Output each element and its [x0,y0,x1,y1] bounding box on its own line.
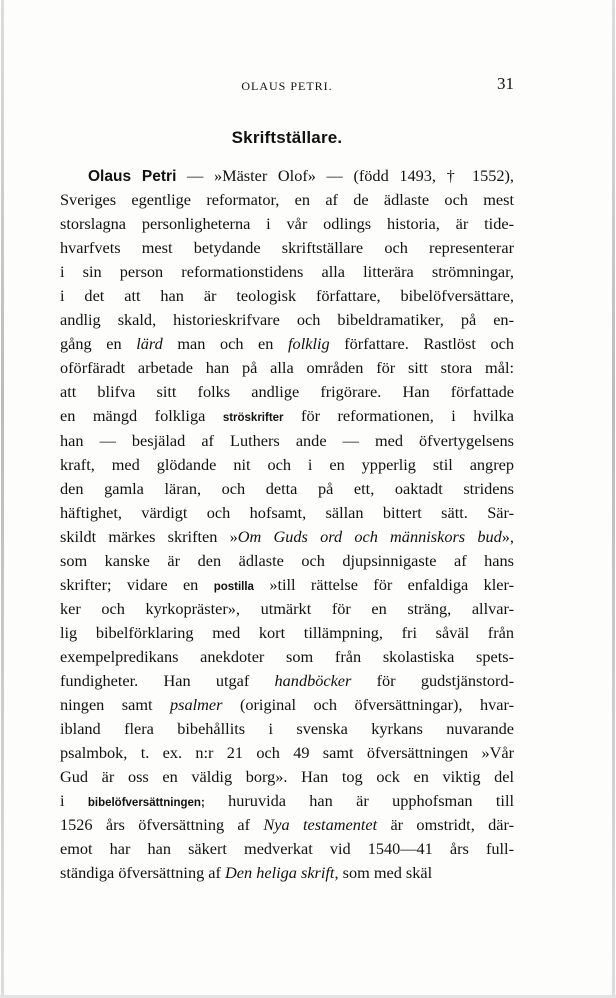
text-line [60,645,514,669]
text-run: gång en [60,334,137,354]
emphasized-text: Nya testamentet [263,815,378,835]
text-run: »till rättelse för enfaldiga kler- [253,574,514,594]
text-line [60,308,514,332]
page-edge-left [1,0,4,998]
emphasized-text: folklig [288,334,330,354]
running-header [60,74,514,96]
running-title: OLAUS PETRI. [241,79,333,93]
text-line [60,573,514,597]
text-run: skildt märkes skriften » [60,526,238,546]
emphasized-text: psalmer [170,695,223,715]
text-line [60,380,514,404]
text-run: författare. Rastlöst och [329,334,515,354]
emphasized-text: Den heliga skrift [225,863,335,883]
text-line [60,453,514,477]
text-line [60,501,514,525]
text-line [60,741,514,765]
text-line [60,765,514,789]
text-run: ker och kyrkopräster», utmärkt för en sträng, allvar- [60,598,514,618]
text-run: Gud är oss en väldig borg». Han tog ock en viktig del [60,767,514,787]
text-run: en mängd folkliga [60,406,223,426]
text-run: exempelpredikans anekdoter som från skolastiska spets- [60,646,514,666]
text-run: skrifter; vidare en [60,574,214,594]
text-line [60,789,514,813]
text-line [60,813,514,837]
body-text [60,164,514,885]
text-run: den gamla läran, och detta på ett, oaktadt stridens [60,478,514,498]
text-run: som kanske är den ädlaste och djupsinnigaste af hans [60,550,514,570]
text-line [60,356,514,380]
text-run: häftighet, värdigt och hofsamt, sällan bittert sätt. Sär- [60,502,514,522]
text-line [60,837,514,861]
text-run: storslagna personligheterna i vår odlings historia, är tide- [60,214,514,234]
emphasized-text: handböcker [274,670,352,690]
section-title: Skriftställare. [231,128,343,147]
text-run: huruvida han är upphofsman till [204,791,514,811]
emphasized-text: Olaus Petri [88,168,177,185]
text-run: i sin person reformationstidens alla litterära strömningar, [60,262,514,282]
text-run: han — besjälad af Luthers ande — med öfvertygelsens [60,430,514,450]
text-line [60,212,514,236]
emphasized-text: ströskrifter [222,412,284,425]
text-run: oförfäradt arbetade han på alla områden för sitt stora mål: [60,358,514,378]
text-line [60,717,514,741]
page-number: 31 [497,74,514,93]
text-line [60,164,514,188]
text-run: att blifva sitt folks andlige frigörare. Han författade [60,382,514,402]
text-line [60,236,514,260]
text-line [60,549,514,573]
text-run: för gudstjänstord- [351,670,514,690]
text-run: ständiga öfversättning af [60,863,226,883]
text-line [60,861,514,885]
text-run: fundigheter. Han utgaf [60,670,275,690]
text-line [60,188,514,212]
text-line [60,477,514,501]
text-run: 1526 års öfversättning af [60,815,264,835]
text-run: Sveriges egentlige reformator, en af de ädlaste och mest [60,190,514,210]
text-line [60,260,514,284]
text-line [60,429,514,453]
text-run: hvarfvets mest betydande skriftställare och representerar [60,238,514,258]
emphasized-text: bibelöfversättningen; [87,797,205,810]
emphasized-text: lärd [136,334,163,354]
emphasized-text: postilla [213,580,254,593]
text-line [60,621,514,645]
text-run: andlig skald, historieskrifvare och bibeldramatiker, på en- [60,310,514,330]
text-line [60,597,514,621]
text-line [60,693,514,717]
text-run: ningen samt [60,695,170,715]
text-run: psalmbok, t. ex. n:r 21 och 49 samt öfversättningen »Vår [60,743,514,763]
text-run: », [501,526,514,546]
text-run: kraft, med glödande nit och i en ypperlig stil angrep [60,454,514,474]
text-line [60,284,514,308]
text-run: för reformationen, i hvilka [283,406,515,426]
text-run: lig bibelförklaring med kort tillämpning, fri såväl från [60,622,514,642]
text-run: är omstridt, där- [377,815,514,835]
text-run: ibland flera bibehållits i svenska kyrkans nuvarande [60,719,514,739]
emphasized-text: Om Guds ord och människors bud [237,526,502,546]
text-line [60,525,514,549]
text-line [60,332,514,356]
text-run: (original och öfversättningar), hvar- [222,695,514,715]
text-line [60,669,514,693]
page-edge-right [612,0,615,998]
text-run: emot har han säkert medverkat vid 1540—41 års full- [60,839,514,859]
text-run: i [60,791,88,811]
text-line [60,404,514,428]
text-run: man och en [162,334,289,354]
text-run: — »Mäster Olof» — (född 1493, † 1552), [176,166,514,185]
text-run: , som med skäl [334,863,433,883]
text-run: i det att han är teologisk författare, bibelöfversättare, [60,286,514,306]
